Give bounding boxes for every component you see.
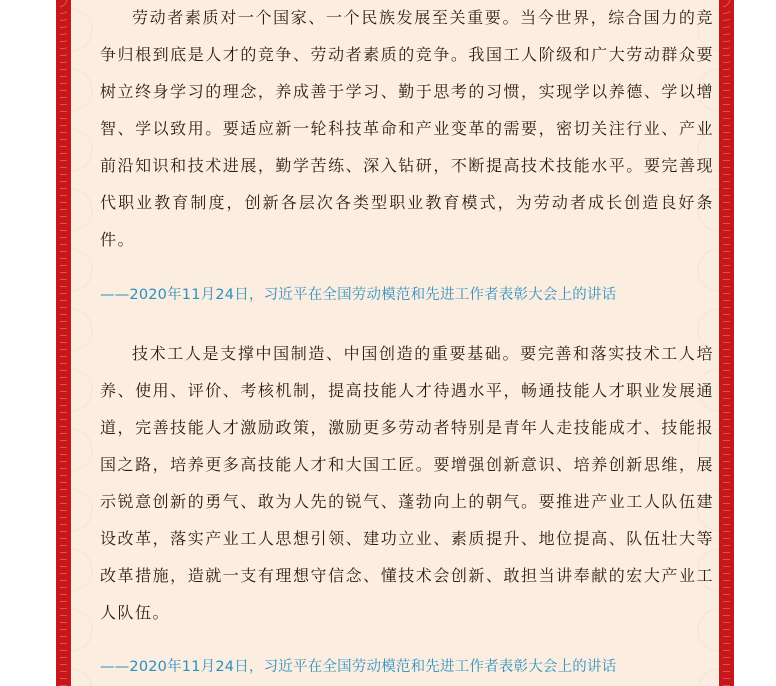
article-content bbox=[100, 0, 714, 677]
quote-source-1: ——2020年11月24日，习近平在全国劳动模范和先进工作者表彰大会上的讲话 bbox=[100, 287, 617, 303]
quote-paragraph-1: 劳动者素质对一个国家、一个民族发展至关重要。当今世界，综合国力的竞争归根到底是人才的竞争、劳动者素质的竞争。我国工人阶级和广大劳动群众要树立终身学习的理念，养成善于学习、勤于思考的习惯，实现学以养德、学以增智、学以致用。要适应新一轮科技革命和产业变革的需要，密切关注行业、产业前沿知识和技术进展，勤学苦练、深入钻研，不断提高技术技能水平。要完善现代职业教育制度，创新各层次各类型职业教育模式，为劳动者成长创造良好条件。 bbox=[100, 8, 714, 249]
quote-paragraph-2: 技术工人是支撑中国制造、中国创造的重要基础。要完善和落实技术工人培养、使用、评价、考核机制，提高技能人才待遇水平，畅通技能人才职业发展通道，完善技能人才激励政策，激励更多劳动者特别是青年人走技能成才、技能报国之路，培养更多高技能人才和大国工匠。要增强创新意识、培养创新思维，展示锐意创新的勇气、敢为人先的锐气、蓬勃向上的朝气。要推进产业工人队伍建设改革，落实产业工人思想引领、建功立业、素质提升、地位提高、队伍壮大等改革措施，造就一支有理想守信念、懂技术会创新、敢担当讲奉献的宏大产业工人队伍。 bbox=[100, 344, 714, 622]
quote-source-2: ——2020年11月24日，习近平在全国劳动模范和先进工作者表彰大会上的讲话 bbox=[100, 659, 617, 675]
article-paper bbox=[71, 0, 719, 686]
red-border-frame bbox=[56, 0, 734, 686]
